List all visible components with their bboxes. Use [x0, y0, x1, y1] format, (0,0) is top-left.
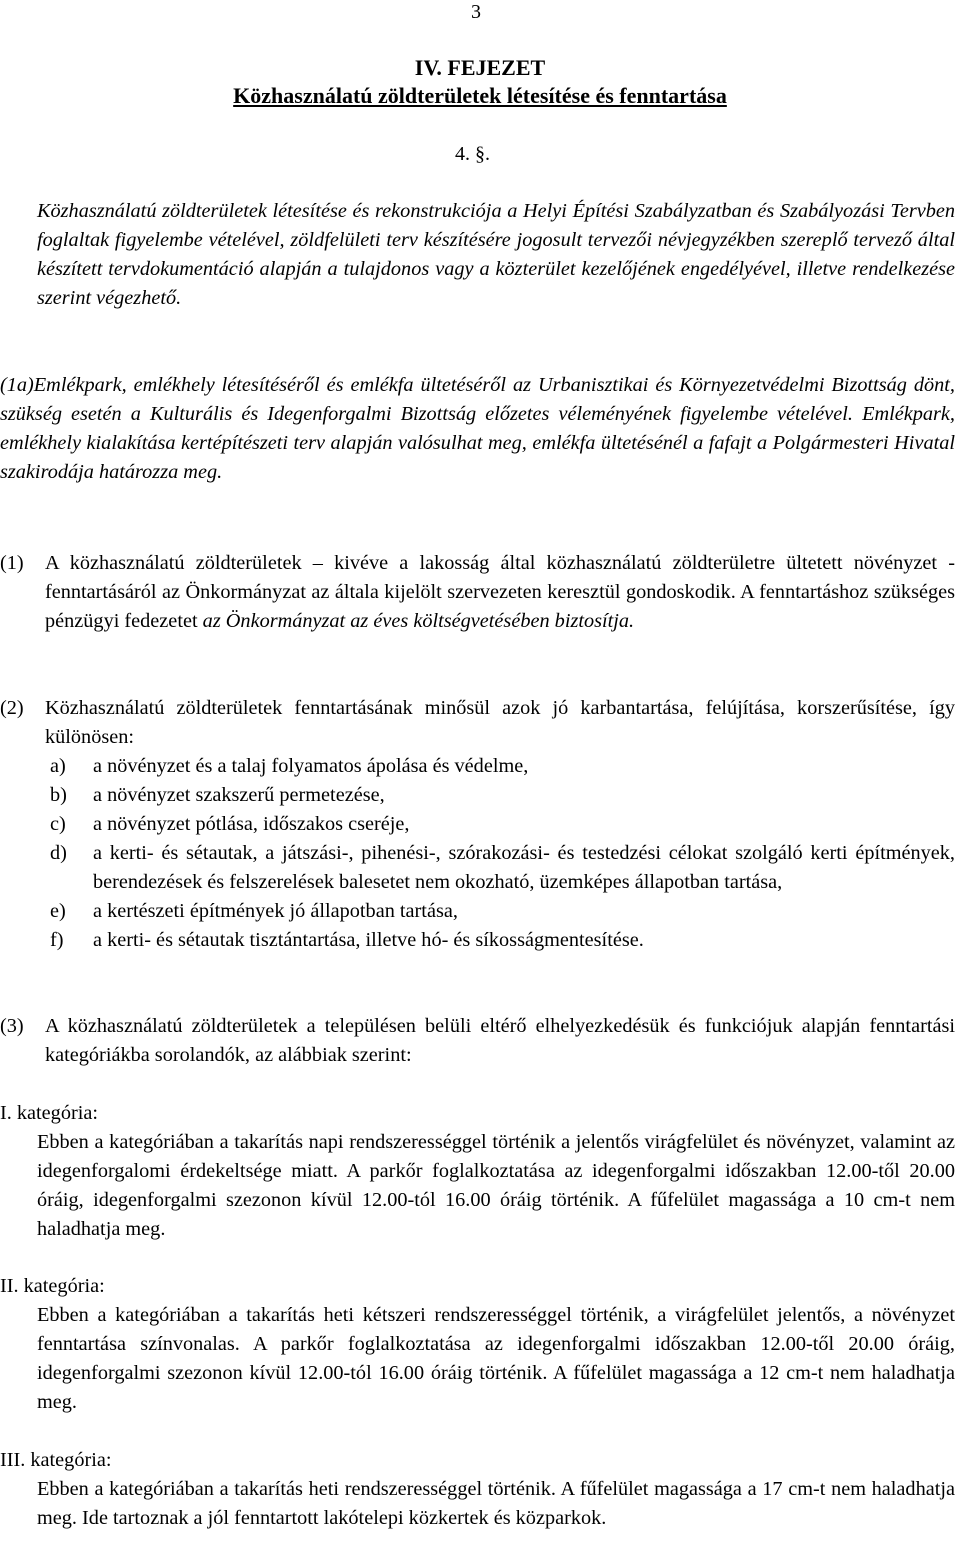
- chapter-label: IV. FEJEZET: [414, 55, 546, 80]
- paragraph-1-italic: az Önkormányzat az éves költségvetésében biztosítja.: [202, 610, 635, 632]
- page-number: 3: [471, 1, 481, 23]
- list-item: [45, 926, 955, 955]
- category-1-heading: I. kategória:: [0, 1102, 98, 1124]
- list-item-letter: b): [50, 784, 67, 806]
- list-item: [45, 839, 955, 897]
- paragraph-3-body: A közhasználatú zöldterületek a településen belüli eltérő elhelyezkedésük és funkciójuk alapján fenntartási kategóriákba sorolandók, az alábbiak szerint:: [45, 1015, 955, 1066]
- paragraph-1-number: (1): [0, 552, 24, 574]
- category-2-heading: II. kategória:: [0, 1275, 105, 1297]
- maintenance-list: [45, 752, 955, 955]
- chapter-title: [0, 82, 960, 110]
- list-item: [45, 810, 955, 839]
- chapter-title-text: Közhasználatú zöldterületek létesítése és fenntartása: [233, 83, 727, 108]
- list-item-text: a növényzet pótlása, időszakos cseréje,: [93, 813, 410, 835]
- list-item-text: a kerti- és sétautak tisztántartása, illetve hó- és síkosságmentesítése.: [93, 929, 644, 951]
- category-3-heading: III. kategória:: [0, 1449, 112, 1471]
- list-item: [45, 752, 955, 781]
- category-3-text: Ebben a kategóriában a takarítás heti rendszerességgel történik. A fűfelület magassága a 17 cm-t nem haladhatja meg. Ide tartoznak a jól fenntartott lakótelepi közkertek és közparkok.: [37, 1478, 955, 1529]
- paragraph-2-number: (2): [0, 697, 24, 719]
- paragraph-1-body: [45, 549, 955, 636]
- paragraph-1a: (1a)Emlékpark, emlékhely létesítéséről és emlékfa ültetéséről az Urbanisztikai és Környezetvédelmi Bizottság dönt, szükség esetén a Kulturális és Idegenforgalmi Bizottság előzetes véleményének figyelembe vételével. Emlékpark, emlékhely kialakítása kertépítészeti terv alapján valósulhat meg, emlékfa ültetésénél a fafajt a Polgármesteri Hivatal szakirodája határozza meg.: [0, 374, 955, 483]
- list-item-letter: f): [50, 929, 64, 951]
- list-item-text: a kertészeti építmények jó állapotban tartása,: [93, 900, 458, 922]
- list-item-letter: c): [50, 813, 66, 835]
- paragraph-2-body: Közhasználatú zöldterületek fenntartásának minősül azok jó karbantartása, felújítása, korszerűsítése, így különösen:: [45, 697, 955, 748]
- category-1-text: Ebben a kategóriában a takarítás napi rendszerességgel történik a jelentős virágfelület és növényzet, valamint az idegenforgalomi érdekeltsége miatt. A parkőr foglalkoztatása az idegenforgalmi időszakban 12.00-től 20.00 óráig, idegenforgalmi szezonon kívül 12.00-tól 16.00 óráig történik. A fűfelület magassága a 10 cm-t nem haladhatja meg.: [37, 1131, 955, 1240]
- list-item-letter: a): [50, 755, 66, 777]
- category-2-text: Ebben a kategóriában a takarítás heti kétszeri rendszerességgel történik, a virágfelület jelentős, a növényzet fenntartása színvonalas. A parkőr foglalkoztatása az idegenforgalmi időszakban 12.00-től 20.00 óráig, idegenforgalmi szezonon kívül 12.00-tól 16.00 óráig történik. A fűfelület magassága a 12 cm-t nem haladhatja meg.: [37, 1304, 955, 1413]
- section-label: 4. §.: [455, 143, 490, 165]
- paragraph-3-number: (3): [0, 1015, 24, 1037]
- list-item-text: a növényzet és a talaj folyamatos ápolása és védelme,: [93, 755, 529, 777]
- list-item-text: a növényzet szakszerű permetezése,: [93, 784, 385, 806]
- list-item: [45, 897, 955, 926]
- intro-paragraph: Közhasználatú zöldterületek létesítése és rekonstrukciója a Helyi Építési Szabályzatban és Szabályozási Tervben foglaltak figyelembe vételével, zöldfelületi terv készítésére jogosult tervezői névjegyzékben szereplő tervező által készített tervdokumentáció alapján a tulajdonos vagy a közterület kezelőjének engedélyével, illetve rendelkezése szerint végezhető.: [37, 200, 955, 309]
- list-item-letter: e): [50, 900, 66, 922]
- paragraph-1-text: A közhasználatú zöldterületek – kivéve a lakosság által közhasználatú zöldterületre ültetett növényzet - fenntartásáról az Önkormányzat az általa kijelölt szervezeten keresztül gondoskodik. A fenntartáshoz szükséges pénzügyi fedezetet: [45, 552, 955, 632]
- list-item-letter: d): [50, 842, 67, 864]
- list-item-text: a kerti- és sétautak, a játszási-, pihenési-, szórakozási- és testedzési célokat szolgáló kerti építmények, berendezések és felszerelések balesetet nem okozható, üzemképes állapotban tartása,: [93, 842, 955, 893]
- list-item: [45, 781, 955, 810]
